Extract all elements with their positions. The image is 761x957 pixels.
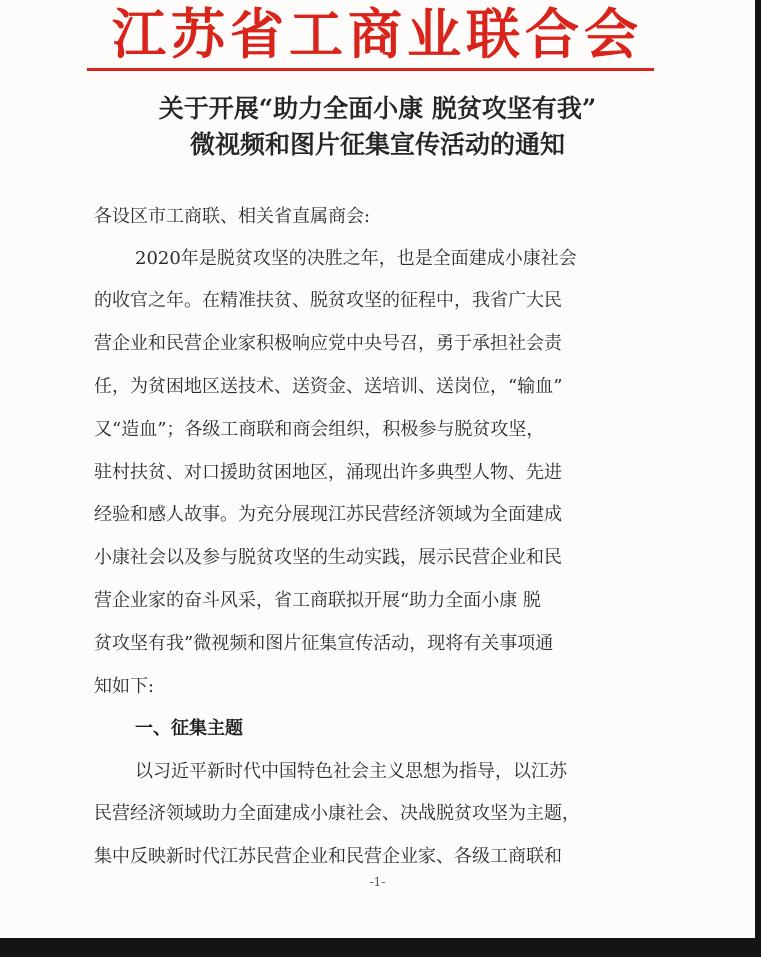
paragraph-line: 营企业和民营企业家积极响应党中央号召，勇于承担社会责 [94, 333, 562, 354]
paragraph-line: 经验和感人故事。为充分展现江苏民营经济领域为全面建成 [94, 504, 562, 525]
paragraph-line: 2020年是脱贫攻坚的决胜之年，也是全面建成小康社会 [135, 248, 577, 269]
paragraph-line: 集中反映新时代江苏民营企业和民营企业家、各级工商联和 [94, 846, 562, 867]
paragraph-line: 又“造血”；各级工商联和商会组织，积极参与脱贫攻坚， [94, 419, 545, 440]
section-heading: 一、征集主题 [135, 718, 243, 739]
paragraph-line: 以习近平新时代中国特色社会主义思想为指导，以江苏 [135, 761, 567, 782]
paragraph-line: 民营经济领域助力全面建成小康社会、决战脱贫攻坚为主题， [94, 803, 580, 824]
salutation: 各设区市工商联、相关省直属商会: [94, 206, 371, 227]
letterhead-title: 江苏省工商业联合会 [112, 2, 643, 66]
document-title-line-1: 关于开展“助力全面小康 脱贫攻坚有我” [158, 94, 597, 123]
paragraph-line: 任，为贫困地区送技术、送资金、送培训、送岗位，“输血” [94, 376, 563, 397]
letterhead-red-rule [87, 68, 654, 71]
paragraph-line: 驻村扶贫、对口援助贫困地区，涌现出许多典型人物、先进 [94, 462, 562, 483]
page-number: -1- [369, 875, 386, 889]
paragraph-line: 知如下: [94, 676, 155, 697]
paragraph-line: 营企业家的奋斗风采，省工商联拟开展“助力全面小康 脱 [94, 590, 541, 611]
document-title-line-2: 微视频和图片征集宣传活动的通知 [189, 130, 565, 159]
paragraph-line: 的收官之年。在精准扶贫、脱贫攻坚的征程中，我省广大民 [94, 290, 562, 311]
paragraph-line: 贫攻坚有我”微视频和图片征集宣传活动，现将有关事项通 [94, 633, 554, 654]
paragraph-line: 小康社会以及参与脱贫攻坚的生动实践，展示民营企业和民 [94, 547, 562, 568]
